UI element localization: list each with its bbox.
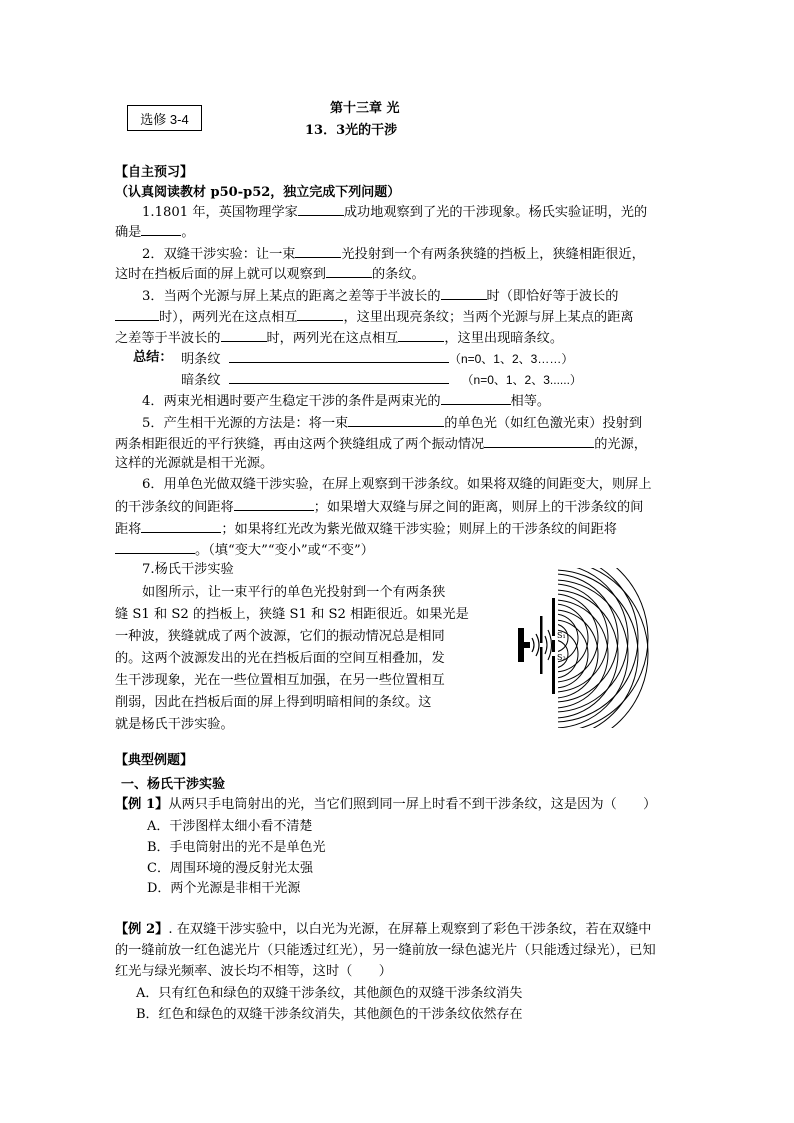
question-7-text-2: 缝 S1 和 S2 的挡板上，狭缝 S1 和 S2 相距很近。如果光是: [115, 607, 469, 622]
preview-heading: 【自主预习】: [115, 165, 194, 180]
question-7-text-7: 就是杨氏干涉实验。: [115, 717, 234, 732]
dark-fringe-line: 暗条纹 （n=0、1、2、3......）: [181, 369, 582, 391]
example-2-line-2: 的一缝前放一红色滤光片（只能透过红光），另一缝前放一绿色滤光片（只能透过绿光），已知: [115, 943, 656, 958]
example-2-line-1: 【例 2】. 在双缝干涉实验中，以白光为光源，在屏幕上观察到了彩色干涉条纹，若在双缝中: [115, 922, 652, 937]
question-2-line-1: 2．双缝干涉实验：让一束 光投射到一个有两条狭缝的挡板上，狭缝相距很近，: [142, 243, 645, 265]
examples-part-1: 一、杨氏干涉实验: [121, 777, 226, 792]
question-1-line-1: 1.1801 年，英国物理学家 成功地观察到了光的干涉现象。杨氏实验证明，光的: [142, 201, 647, 223]
course-label: 选修 3-4: [140, 111, 189, 127]
question-6-line-4: 。（填“变大”“变小”或“不变”）: [115, 539, 374, 561]
question-5-line-1: 5．产生相干光源的方法是：将一束 的单色光（如红色激光束）投射到: [142, 412, 642, 434]
question-7-text-1: 如图所示，让一束平行的单色光投射到一个有两条狭: [142, 585, 446, 600]
example-2-option-b: B．红色和绿色的双缝干涉条纹消失，其他颜色的干涉条纹依然存在: [136, 1007, 523, 1022]
question-7-text-3: 一种波，狭缝就成了两个波源，它们的振动情况总是相同: [115, 629, 445, 644]
slit-s1-label: S₁: [557, 631, 566, 640]
question-5-line-2: 两条相距很近的平行狭缝，再由这两个狭缝组成了两个振动情况 的光源，: [115, 433, 647, 455]
example-1-option-b: B．手电筒射出的光不是单色光: [147, 840, 326, 855]
example-2-option-a: A．只有红色和绿色的双缝干涉条纹，其他颜色的双缝干涉条纹消失: [136, 986, 523, 1001]
course-box: [127, 105, 202, 131]
slit-s2-label: S₂: [557, 653, 566, 662]
question-3-line-2: 时），两列光在这点相互 ，这里出现亮条纹；当两个光源与屏上某点的距离: [115, 306, 634, 328]
section-title: 13．3光的干涉: [305, 123, 398, 138]
example-2-line-3: 红光与绿光频率、波长均不相等，这时（ ）: [115, 964, 392, 979]
question-5-line-3: 这样的光源就是相干光源。: [115, 456, 274, 471]
question-7-text-4: 的。这两个波源发出的光在挡板后面的空间互相叠加，发: [115, 651, 445, 666]
double-slit-figure: [510, 568, 660, 728]
question-4: 4．两束光相遇时要产生稳定干涉的条件是两束光的 相等。: [142, 390, 550, 412]
bright-fringe-line: 明条纹 （n=0、1、2、3……）: [181, 348, 573, 370]
chapter-title: 第十三章 光: [330, 101, 400, 116]
example-1-question: 【例 1】从两只手电筒射出的光，当它们照到同一屏上时看不到干涉条纹，这是因为（ ）: [115, 797, 657, 812]
question-6-line-2: 的干涉条纹的间距将 ；如果增大双缝与屏之间的距离，则屏上的干涉条纹的间: [115, 496, 643, 518]
question-2-line-2: 这时在挡板后面的屏上就可以观察到 的条纹。: [115, 263, 425, 285]
question-3-line-1: 3．当两个光源与屏上某点的距离之差等于半波长的 时（即恰好等于波长的: [142, 285, 618, 307]
examples-heading: 【典型例题】: [115, 753, 194, 768]
question-7-title: 7.杨氏干涉实验: [142, 562, 234, 577]
question-7-text-5: 生干涉现象，光在一些位置相互加强，在另一些位置相互: [115, 673, 445, 688]
question-1-line-2: 确是 。: [115, 221, 195, 243]
example-1-option-d: D．两个光源是非相干光源: [147, 881, 301, 896]
preview-subheading: （认真阅读教材 p50-p52，独立完成下列问题）: [115, 185, 401, 200]
example-1-option-a: A．干涉图样太细小看不清楚: [147, 819, 313, 834]
light-source: [518, 628, 524, 662]
question-6-line-1: 6．用单色光做双缝干涉实验，在屏上观察到干涉条纹。如果将双缝的间距变大，则屏上: [142, 477, 652, 492]
example-1-option-c: C．周围环境的漫反射光太强: [147, 861, 313, 876]
summary-label: 总结：: [133, 350, 173, 365]
question-3-line-3: 之差等于半波长的 时，两列光在这点相互 ，这里出现暗条纹。: [115, 327, 563, 349]
question-6-line-3: 距将 ；如果将红光改为紫光做双缝干涉实验；则屏上的干涉条纹的间距将: [115, 518, 617, 540]
question-7-text-6: 削弱，因此在挡板后面的屏上得到明暗相间的条纹。这: [115, 695, 432, 710]
